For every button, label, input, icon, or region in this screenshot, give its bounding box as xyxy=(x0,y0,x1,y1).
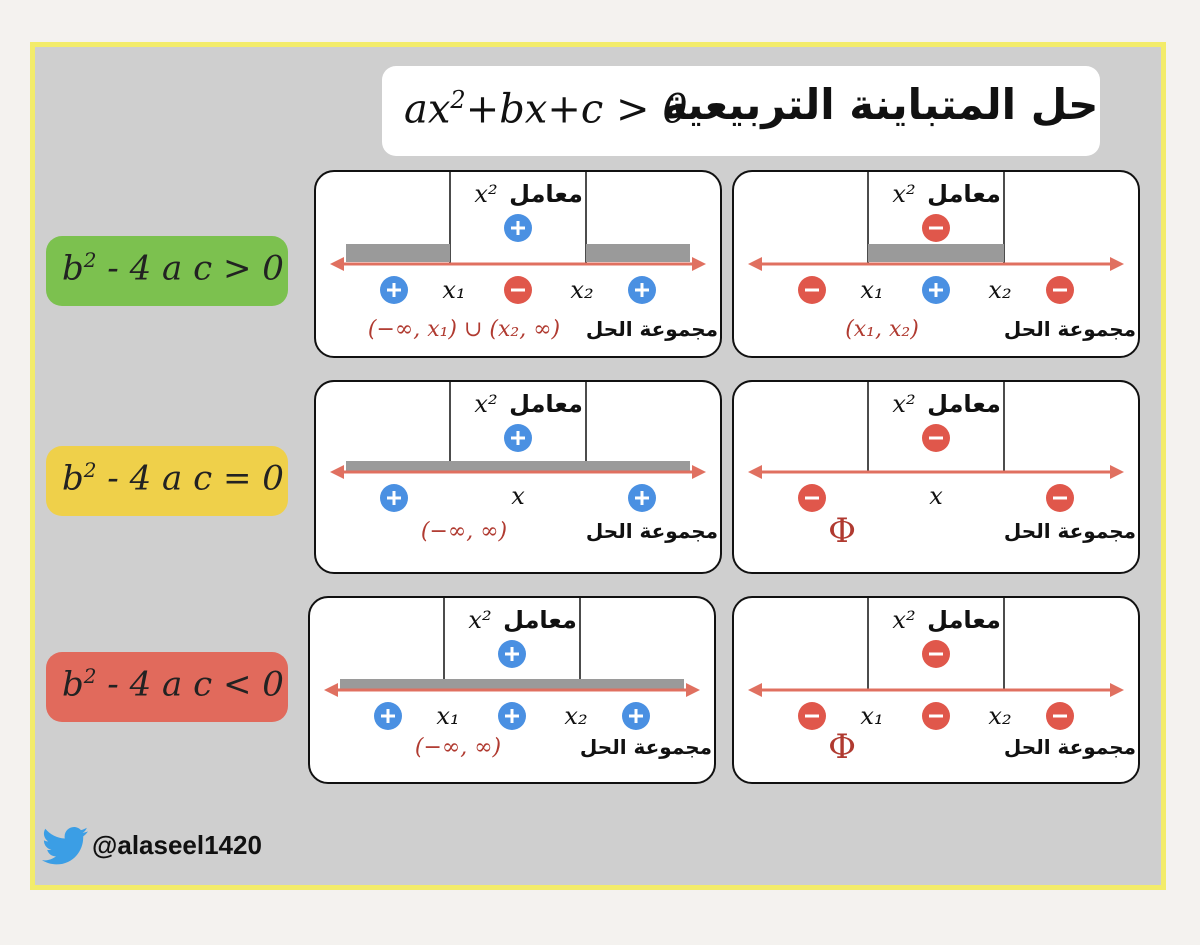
card6-arrow-left xyxy=(748,683,762,697)
card5-coef-label: معامل xyxy=(503,606,577,634)
card4-solution-label: مجموعة الحل xyxy=(1003,519,1137,543)
card6-arrow-right xyxy=(1110,683,1124,697)
title-equation: $ax^2+bx+c > 0$ xyxy=(404,86,688,133)
card1-coef-label: معامل xyxy=(509,180,583,208)
twitter-handle: @alaseel1420 xyxy=(92,830,262,860)
card6-root-x1: x₁ xyxy=(860,702,884,730)
card3-arrow-left xyxy=(330,465,344,479)
card6-solution-label: مجموعة الحل xyxy=(1003,735,1137,759)
card2-x2-label: x² xyxy=(892,180,916,208)
card2-root-x2: x₂ xyxy=(988,276,1012,304)
card1-solution-label: مجموعة الحل xyxy=(585,317,719,341)
card1-shade-left xyxy=(346,244,450,262)
card2-root-x1: x₁ xyxy=(860,276,884,304)
card4-coef-label: معامل xyxy=(927,390,1001,418)
card6-coef-label: معامل xyxy=(927,606,1001,634)
card1-arrow-right xyxy=(692,257,706,271)
title-arabic: حل المتباينة التربيعية xyxy=(662,80,1099,129)
card2-arrow-right xyxy=(1110,257,1124,271)
card6-x2-label: x² xyxy=(892,606,916,634)
card3-arrow-right xyxy=(692,465,706,479)
card2-coef-label: معامل xyxy=(927,180,1001,208)
card5-root-x1: x₁ xyxy=(436,702,460,730)
card5-solution-label: مجموعة الحل xyxy=(579,735,713,759)
card3-root-x: x xyxy=(511,482,525,510)
card4-arrow-right xyxy=(1110,465,1124,479)
card3-coef-label: معامل xyxy=(509,390,583,418)
card6-solution-value: Φ xyxy=(828,727,856,767)
card5-root-x2: x₂ xyxy=(564,702,588,730)
card6-root-x2: x₂ xyxy=(988,702,1012,730)
card2-solution-label: مجموعة الحل xyxy=(1003,317,1137,341)
card3-solution-value: (−∞, ∞) xyxy=(420,519,508,544)
condition-negative-discriminant: $b^2 - 4$ a c < 0 xyxy=(46,652,288,722)
card1-root-x1: x₁ xyxy=(442,276,466,304)
card4-solution-value: Φ xyxy=(828,511,856,551)
card2-solution-value: (x₁, x₂) xyxy=(845,317,919,342)
card3-solution-label: مجموعة الحل xyxy=(585,519,719,543)
card2-arrow-left xyxy=(748,257,762,271)
card1-arrow-left xyxy=(330,257,344,271)
card4-arrow-left xyxy=(748,465,762,479)
card4-root-x: x xyxy=(929,482,943,510)
card5-shade-all xyxy=(340,679,684,689)
condition-positive-discriminant: $b^2 - 4$ a c > 0 xyxy=(46,236,288,306)
card1-shade-right xyxy=(586,244,690,262)
twitter-bird-icon xyxy=(42,826,88,866)
card3-x2-label: x² xyxy=(474,390,498,418)
card1-root-x2: x₂ xyxy=(570,276,594,304)
card5-arrow-left xyxy=(324,683,338,697)
card1-solution-value: (−∞, x₁) ∪ (x₂, ∞) xyxy=(367,317,561,342)
card1-x2-label: x² xyxy=(474,180,498,208)
card3-shade-all xyxy=(346,461,690,471)
card5-x2-label: x² xyxy=(468,606,492,634)
card5-solution-value: (−∞, ∞) xyxy=(414,735,502,760)
card4-x2-label: x² xyxy=(892,390,916,418)
card5-arrow-right xyxy=(686,683,700,697)
card2-shade-middle xyxy=(868,244,1004,262)
condition-zero-discriminant: $b^2 - 4$ a c = 0 xyxy=(46,446,288,516)
